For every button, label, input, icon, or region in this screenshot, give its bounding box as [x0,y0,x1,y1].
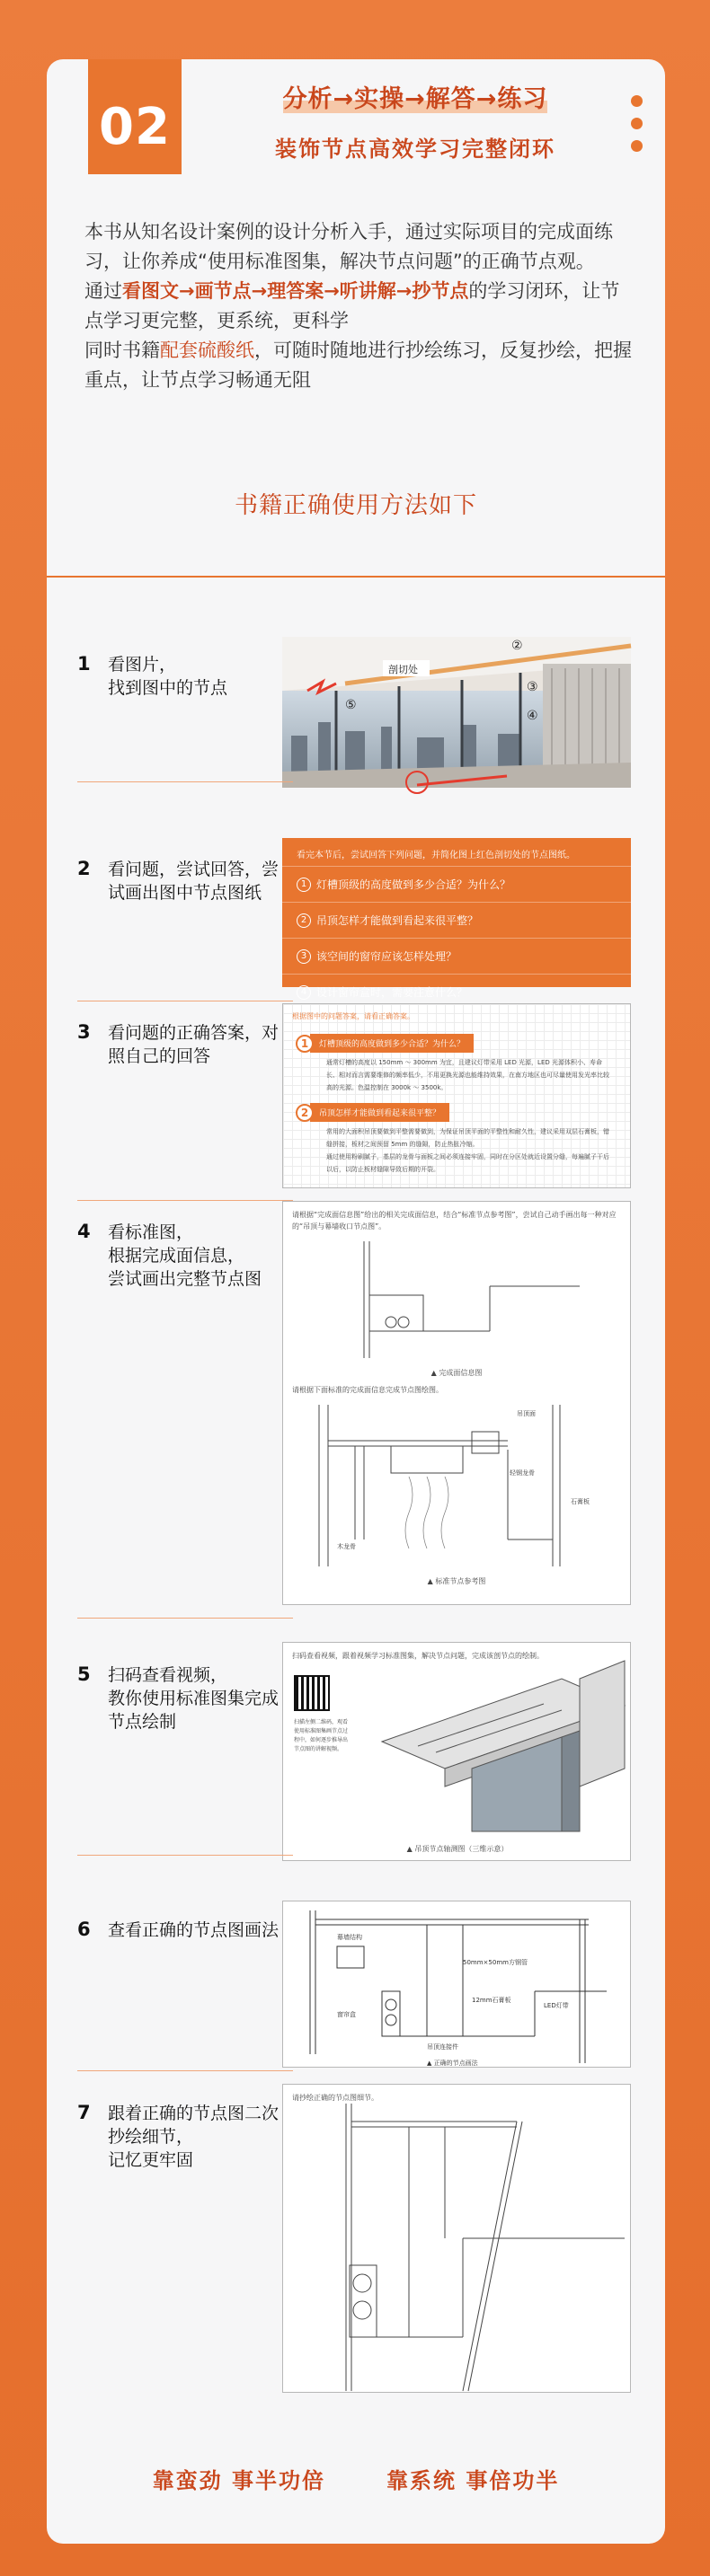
step-number: 2 [77,858,91,879]
step-1 [47,576,665,782]
step-text: 查看正确的节点图画法 [108,1920,280,1940]
correct-drawing-panel [282,1901,631,2068]
svg-text:吊顶连接件: 吊顶连接件 [427,2043,458,2051]
svg-text:③: ③ [527,680,538,694]
step-text: 看问题，尝试回答，尝试画出图中节点图纸 [108,860,280,903]
learning-loop-highlight: 看图文→画节点→理答案→听讲解→抄节点 [122,280,469,302]
video-note: 扫码查看视频，跟着视频学习标准图集，解决节点问题，完成该剖节点的绘制。 [292,1652,544,1660]
answer-text: 通常灯槽的高度以 150mm ～ 300mm 为宜，且建议灯带采用 LED 光源，LED 光源体积小、寿命长、相对而言需要维修的频率低少，不用更换光源也能维持效果，在南方地区也可尽量使用发光率比较高的光源。色温控制在 3000k ～ 3500k。 [326,1059,609,1091]
step-text: 扫码查看视频， 教你使用标准图集完成节点绘制 [108,1665,280,1732]
step-7 [47,2071,665,2422]
step-4 [47,1201,665,1619]
question-intro: 看完本节后，尝试回答下列问题，并简化图上红色剖切处的节点图纸。 [297,851,575,860]
tracing-paper-highlight: 配套硫酸纸 [160,340,254,361]
finish-info-drawing [283,1232,632,1367]
svg-text:⑤: ⑤ [345,698,357,712]
answer-intro: 根据图中的问题答案，请看正确答案。 [292,1012,414,1020]
drawing-caption: ▲ 标准节点参考图 [427,1577,486,1585]
svg-text:LED灯带: LED灯带 [544,2002,569,2009]
intro-text [84,217,633,395]
interior-photo [282,637,631,788]
answer-question: 1 灯槽顶级的高度做到多少合适？为什么？ [296,1034,617,1053]
question-panel [282,838,631,999]
drawing-note: 请根据“完成面信息图”给出的相关完成面信息，结合“标准节点参考图”，尝试自己动手画出每一种对应的“吊顶与幕墙收口节点图”。 [292,1211,617,1231]
svg-text:木龙骨: 木龙骨 [337,1543,356,1550]
section-subtitle: 装饰节点高效学习完整闭环 [275,137,555,162]
step-6 [47,1856,665,2071]
qr-note: 扫描左侧二维码，观看使用标准图集画节点过程中，如何逐步推导出节点图的讲解视频。 [294,1719,349,1752]
howto-title: 书籍正确使用方法如下 [234,492,477,519]
step-text: 跟着正确的节点图二次抄绘细节， 记忆更牢固 [108,2104,280,2170]
step-number: 5 [77,1663,91,1685]
svg-text:②: ② [511,639,523,653]
section-title [226,79,604,114]
step-text: 看问题的正确答案，对照自己的回答 [108,1023,280,1066]
intro-paragraph-1: 本书从知名设计案例的设计分析入手，通过实际项目的完成面练习，让你养成“使用标准图集，解决节点问题”的正确节点观。 [84,221,613,272]
section-number-badge: 02 [88,59,182,174]
svg-text:50mm×50mm方钢管: 50mm×50mm方钢管 [463,1959,528,1966]
step-text: 看图片， 找到图中的节点 [108,655,228,698]
question-item: 4 设计窗帘盒时，需要注意什么？ [282,974,631,1010]
axonometric-drawing [364,1661,625,1831]
slogan-left: 靠蛮劲 事半功倍 [152,2468,325,2493]
qr-code[interactable] [294,1675,330,1711]
step-5 [47,1619,665,1856]
copy-drawing-panel [282,2084,631,2393]
svg-text:④: ④ [527,709,538,723]
footer-slogan [47,2463,665,2494]
answer-panel [282,1003,631,1188]
svg-text:窗帘盒: 窗帘盒 [337,2011,356,2018]
step-3 [47,1001,665,1201]
step-2 [47,782,665,1001]
step-text: 看标准图， 根据完成面信息， 尝试画出完整节点图 [108,1222,262,1289]
content-card [47,59,665,2544]
section-title-text: 分析→实操→解答→练习 [282,85,548,113]
standard-reference-drawing [283,1396,632,1575]
answer-question: 2 吊顶怎样才能做到看起来很平整？ [296,1103,617,1122]
svg-text:12mm石膏板: 12mm石膏板 [472,1997,511,2004]
intro-paragraph-2: 通过看图文→画节点→理答案→听讲解→抄节点的学习闭环，让节点学习更完整，更系统，更科学 [84,280,620,331]
svg-text:轻钢龙骨: 轻钢龙骨 [510,1469,535,1477]
step-number: 7 [77,2102,91,2123]
video-caption: ▲ 吊顶节点轴测图（三维示意） [406,1845,509,1853]
question-item: 2 吊顶怎样才能做到看起来很平整？ [282,902,631,938]
copy-note: 请抄绘正确的节点图细节。 [292,2094,378,2102]
decorative-dots [631,95,643,163]
step-number: 4 [77,1221,91,1242]
question-item: 3 该空间的窗帘应该怎样处理？ [282,938,631,974]
svg-text:吊顶面: 吊顶面 [517,1410,536,1417]
drawing-note: 请根据下面标准的完成面信息完成节点图绘图。 [292,1386,443,1394]
step-number: 1 [77,653,91,675]
slogan-right: 靠系统 事倍功半 [386,2468,560,2493]
correct-caption: ▲ 正确的节点画法 [427,2060,478,2067]
svg-text:幕墙结构: 幕墙结构 [337,1934,362,1941]
drawing-caption: ▲ 完成面信息图 [430,1369,483,1377]
video-panel [282,1642,631,1861]
standard-drawing-panel [282,1201,631,1605]
answer-text: 常用的大面积吊顶要做到平整需要做到，为保证吊顶平面的平整性和耐久性，建议采用双层石膏板，错缝拼接，板材之间预留 5mm 的缝隙，防止热胀冷缩。 通过使用粉刷腻子，基层的龙骨与面板之间必须连接牢固，同时在分区处就近设置分缝，每遍腻子干后以后，以防止板材缝隙导致后期的开裂。 [326,1128,609,1173]
cut-label: 剖切处 [388,664,418,675]
step-number: 6 [77,1919,91,1940]
question-item: 1 灯槽顶级的高度做到多少合适？为什么？ [282,866,631,902]
intro-paragraph-3: 同时书籍配套硫酸纸，可随时随地进行抄绘练习，反复抄绘，把握重点，让节点学习畅通无阻 [84,340,632,391]
svg-text:石膏板: 石膏板 [571,1498,590,1505]
step-number: 3 [77,1021,91,1043]
